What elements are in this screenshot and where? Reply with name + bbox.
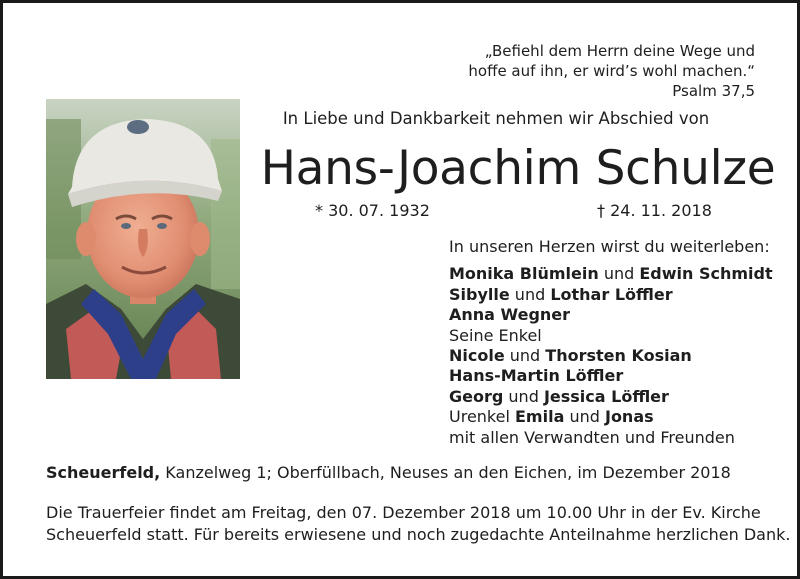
mourner-line: Seine Enkel xyxy=(449,325,542,345)
mourners-list xyxy=(449,237,773,448)
mourner-line: Nicole und Thorsten Kosian xyxy=(449,346,692,366)
mourner-line: mit allen Verwandten und Freunden xyxy=(449,427,735,447)
deceased-name: Hans-Joachim Schulze xyxy=(260,141,776,196)
service-notice xyxy=(46,502,791,546)
quote-line-1: „Befiehl dem Herrn deine Wege und xyxy=(484,42,755,60)
place-rest: Kanzelweg 1; Oberfüllbach, Neuses an den Eichen, im Dezember 2018 xyxy=(160,463,731,482)
farewell-intro: In Liebe und Dankbarkeit nehmen wir Abschied von xyxy=(282,109,710,128)
mourner-line: Monika Blümlein und Edwin Schmidt xyxy=(449,264,773,284)
service-line-2: Scheuerfeld statt. Für bereits erwiesene und noch zugedachte Anteilnahme herzlichen Dank. xyxy=(46,525,791,544)
mourner-line: Urenkel Emila und Jonas xyxy=(449,407,654,427)
mourner-line: Anna Wegner xyxy=(449,305,571,325)
death-date: † 24. 11. 2018 xyxy=(597,201,712,220)
portrait-photo xyxy=(46,99,240,379)
quote-source: Psalm 37,5 xyxy=(672,82,755,100)
service-line-1: Die Trauerfeier findet am Freitag, den 07. Dezember 2018 um 10.00 Uhr in der Ev. Kirche xyxy=(46,503,761,522)
mourner-line: Hans-Martin Löffler xyxy=(449,366,624,386)
psalm-quote xyxy=(443,41,755,101)
place-name: Scheuerfeld, xyxy=(46,463,161,482)
quote-line-2: hoffe auf ihn, er wird’s wohl machen.“ xyxy=(468,62,755,80)
place-and-date xyxy=(46,463,731,482)
mourner-line: Georg und Jessica Löffler xyxy=(449,386,669,406)
mourners-lead: In unseren Herzen wirst du weiterleben: xyxy=(449,237,770,256)
mourner-line: Sibylle und Lothar Löffler xyxy=(449,284,673,304)
birth-date: * 30. 07. 1932 xyxy=(315,201,430,220)
